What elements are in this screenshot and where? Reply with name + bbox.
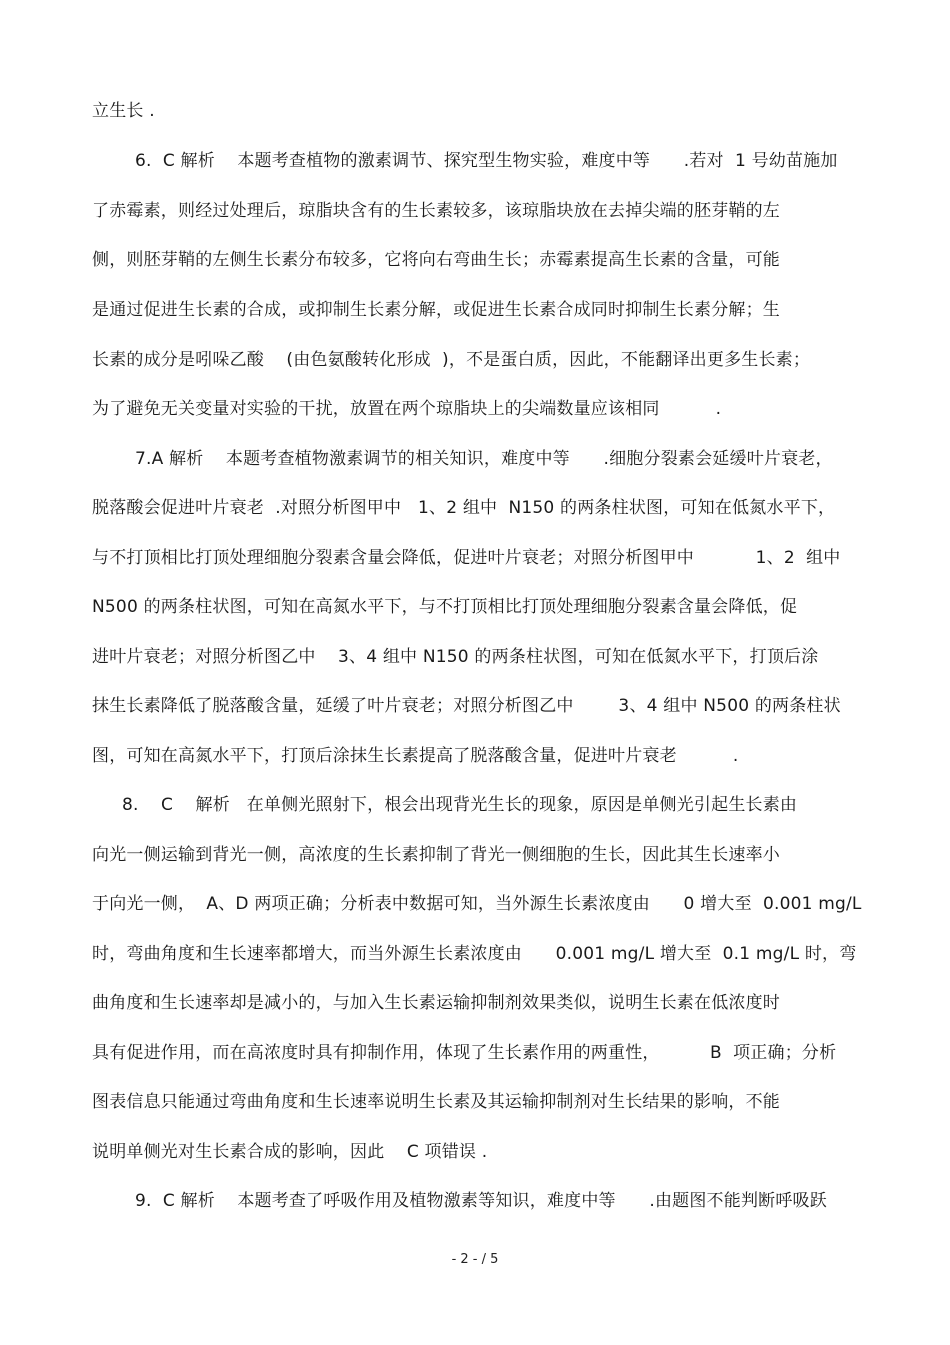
text-line: 时，弯曲角度和生长速率都增大，而当外源生长素浓度由 0.001 mg/L 增大至 0.1 mg/L 时，弯 xyxy=(92,944,857,964)
text-line: N500 的两条柱状图，可知在高氮水平下，与不打顶相比打顶处理细胞分裂素含量会降低，促 xyxy=(92,597,798,617)
text-line: 了赤霉素，则经过处理后，琼脂块含有的生长素较多，该琼脂块放在去掉尖端的胚芽鞘的左 xyxy=(92,201,780,221)
text-line: 进叶片衰老；对照分析图乙中 3、4 组中 N150 的两条柱状图，可知在低氮水平下，打顶后涂 xyxy=(92,647,819,667)
text-line: 8. C 解析 在单侧光照射下，根会出现背光生长的现象，原因是单侧光引起生长素由 xyxy=(122,795,798,815)
text-line: 脱落酸会促进叶片衰老 .对照分析图甲中 1、2 组中 N150 的两条柱状图，可知在低氮水平下， xyxy=(92,498,836,518)
text-line: 抹生长素降低了脱落酸含量，延缓了叶片衰老；对照分析图乙中 3、4 组中 N500 的两条柱状 xyxy=(92,696,841,716)
text-line: 是通过促进生长素的合成，或抑制生长素分解，或促进生长素合成同时抑制生长素分解；生 xyxy=(92,300,780,320)
text-line: 图，可知在高氮水平下，打顶后涂抹生长素提高了脱落酸含量，促进叶片衰老 . xyxy=(92,746,739,766)
text-line: 立生长 . xyxy=(92,101,155,121)
text-line: 长素的成分是吲哚乙酸 (由色氨酸转化形成 )，不是蛋白质，因此，不能翻译出更多生长素； xyxy=(92,350,811,370)
page-number: - 2 - / 5 xyxy=(451,1252,499,1267)
text-line: 图表信息只能通过弯曲角度和生长速率说明生长素及其运输抑制剂对生长结果的影响，不能 xyxy=(92,1092,780,1112)
text-line: 为了避免无关变量对实验的干扰，放置在两个琼脂块上的尖端数量应该相同 . xyxy=(92,399,722,419)
text-line: 侧，则胚芽鞘的左侧生长素分布较多，它将向右弯曲生长；赤霉素提高生长素的含量，可能 xyxy=(92,250,780,270)
text-line: 6. C 解析 本题考查植物的激素调节、探究型生物实验，难度中等 .若对 1 号幼苗施加 xyxy=(135,151,838,171)
text-line: 曲角度和生长速率却是减小的，与加入生长素运输抑制剂效果类似，说明生长素在低浓度时 xyxy=(92,993,780,1013)
text-line: 于向光一侧， A、D 两项正确；分析表中数据可知，当外源生长素浓度由 0 增大至 0.001 mg/L xyxy=(92,894,862,914)
text-line: 与不打顶相比打顶处理细胞分裂素含量会降低，促进叶片衰老；对照分析图甲中 1、2 组中 xyxy=(92,548,841,568)
text-line: 9. C 解析 本题考查了呼吸作用及植物激素等知识，难度中等 .由题图不能判断呼吸跃 xyxy=(135,1191,827,1211)
text-line: 具有促进作用，而在高浓度时具有抑制作用，体现了生长素作用的两重性， B 项正确；分析 xyxy=(92,1043,837,1063)
text-line: 向光一侧运输到背光一侧，高浓度的生长素抑制了背光一侧细胞的生长，因此其生长速率小 xyxy=(92,845,780,865)
text-line: 说明单侧光对生长素合成的影响，因此 C 项错误 . xyxy=(92,1142,488,1162)
text-line: 7.A 解析 本题考查植物激素调节的相关知识，难度中等 .细胞分裂素会延缓叶片衰老， xyxy=(135,449,833,469)
